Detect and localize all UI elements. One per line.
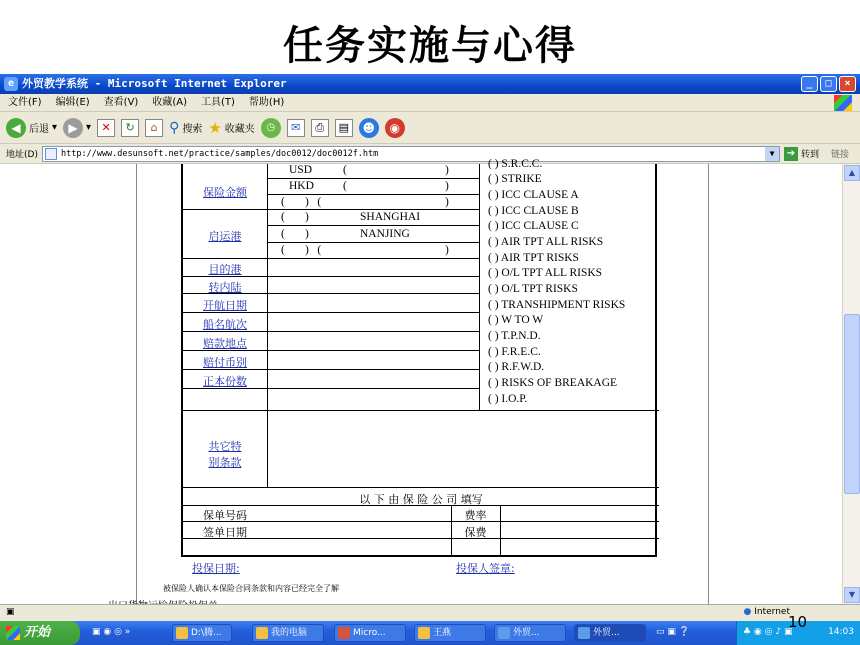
- links-button[interactable]: 链接: [831, 150, 850, 160]
- status-bar: [0, 604, 860, 621]
- address-url: http://www.desunsoft.net/practice/samples/doc0012/doc0012f.htm: [61, 148, 379, 159]
- slide-number: 10: [788, 613, 808, 631]
- premium-label: 保费: [464, 526, 487, 539]
- sailing-date-label[interactable]: 开航日期: [203, 299, 247, 312]
- policy-no-label: 保单号码: [203, 509, 247, 522]
- taskbar-item-waimao-2[interactable]: 外贸...: [574, 624, 646, 642]
- vessel-voyage-label[interactable]: 船名航次: [203, 318, 247, 331]
- tray-icons[interactable]: ♣ ◉ ◎ ♪ ▣: [743, 627, 793, 637]
- option-tpnd[interactable]: ( ) T.P.N.D.: [488, 330, 541, 342]
- option-transhipment[interactable]: ( ) TRANSHIPMENT RISKS: [488, 299, 626, 311]
- vertical-scrollbar[interactable]: [842, 164, 860, 604]
- go-arrow-icon: ➔: [784, 147, 798, 161]
- destination-label[interactable]: 目的港: [208, 263, 242, 276]
- option-strike[interactable]: ( ) STRIKE: [488, 173, 542, 185]
- option-w-to-w[interactable]: ( ) W TO W: [488, 314, 544, 326]
- slide-title: 任务实施与心得: [283, 22, 577, 69]
- other-terms-label-line1[interactable]: 共它特: [208, 440, 242, 453]
- issue-date-label: 签单日期: [203, 526, 247, 539]
- scroll-down-icon[interactable]: ▼: [844, 587, 860, 603]
- page-content: [0, 158, 842, 604]
- computer-icon: [256, 627, 268, 639]
- taskbar-item-powerpoint[interactable]: Micro...: [334, 624, 406, 642]
- address-input[interactable]: [42, 146, 780, 162]
- claim-place-label[interactable]: 赔款地点: [203, 337, 247, 350]
- quick-launch-icons[interactable]: ▣ ◉ ◎ »: [92, 627, 131, 637]
- scroll-up-icon[interactable]: ▲: [844, 165, 860, 181]
- other-terms-label-line2[interactable]: 别条款: [208, 456, 242, 469]
- option-ol-risks[interactable]: ( ) O/L TPT RISKS: [488, 283, 578, 295]
- option-frec[interactable]: ( ) F.R.E.C.: [488, 346, 541, 358]
- chevron-down-icon[interactable]: ▼: [765, 147, 779, 161]
- option-air-all-risks[interactable]: ( ) AIR TPT ALL RISKS: [488, 236, 604, 248]
- windows-flag-icon: [6, 626, 20, 640]
- port-shanghai: SHANGHAI: [360, 211, 421, 223]
- powerpoint-icon: [338, 627, 350, 639]
- favorites-button[interactable]: ★ 收藏夹: [208, 118, 255, 137]
- edit-icon[interactable]: ▤: [335, 119, 353, 137]
- page-border-left: [136, 164, 137, 604]
- taskbar: [0, 621, 860, 645]
- insurance-form: USD ( ) HKD ( ) ( ) ( ) 保险金额 ( ) SHANGHAI ( ) NANJING ( ) ( ) 启运港 目的港 转内陆 开航日期 船名航次 赔款地点 赔付币别 正本份数 共它特 别条款 以 下 由 保 险 公 司 填写 保单号码 签单日期 费率 保费 ( ) S.R.C.C. ( ) STRIKE ( ) ICC CLAUSE A ( ) ICC CLAUSE B ( ) ICC CLAUSE C ( ) AIR TPT ALL RISKS ( ) AIR TPT RISKS ( ) O/L TPT ALL RISKS ( ) O/L TPT RISKS ( ) TRANSHIPMENT RISKS ( ) W TO W ( ) T.P.N.D. ( ) F.R.E.C. ( ) R.F.W.D. ( ) RISKS OF BREAKAGE ( ) I.O.P.: [181, 164, 657, 557]
- taskbar-item-folder[interactable]: D:\腾...: [172, 624, 232, 642]
- menu-file[interactable]: 文件(F): [8, 97, 42, 108]
- option-ol-all-risks[interactable]: ( ) O/L TPT ALL RISKS: [488, 267, 603, 279]
- page-icon: [45, 148, 57, 160]
- apply-date-label[interactable]: 投保日期:: [192, 562, 240, 575]
- option-iop[interactable]: ( ) I.O.P.: [488, 393, 528, 405]
- minimize-button[interactable]: _: [801, 76, 818, 92]
- close-button[interactable]: ×: [839, 76, 856, 92]
- search-icon: ⚲: [169, 119, 180, 136]
- option-breakage[interactable]: ( ) RISKS OF BREAKAGE: [488, 377, 618, 389]
- declaration-text: 被保险人确认本保险合同条款和内容已经完全了解: [163, 584, 339, 593]
- taskbar-item-my-computer[interactable]: 我的电脑: [252, 624, 324, 642]
- window-titlebar[interactable]: [0, 74, 860, 94]
- option-rfwd[interactable]: ( ) R.F.W.D.: [488, 361, 545, 373]
- taskbar-item-wangyan[interactable]: 王燕: [414, 624, 486, 642]
- folder-icon: [176, 627, 188, 639]
- windows-logo-icon: [834, 95, 852, 111]
- status-page-icon: ▣: [6, 607, 15, 617]
- claim-currency-label[interactable]: 赔付币别: [203, 356, 247, 369]
- address-label: 地址(D): [6, 150, 38, 160]
- option-air-risks[interactable]: ( ) AIR TPT RISKS: [488, 252, 579, 264]
- ie-window: [0, 74, 860, 645]
- option-icc-a[interactable]: ( ) ICC CLAUSE A: [488, 189, 579, 201]
- option-icc-b[interactable]: ( ) ICC CLAUSE B: [488, 205, 579, 217]
- print-icon[interactable]: ⎙: [311, 119, 329, 137]
- rate-label: 费率: [464, 509, 487, 522]
- currency-hkd: HKD: [289, 180, 314, 192]
- forward-button[interactable]: ▶ ▾: [63, 118, 91, 138]
- back-button[interactable]: ◀ 后退 ▾: [6, 118, 57, 138]
- maximize-button[interactable]: □: [820, 76, 837, 92]
- status-zone: ● Internet: [743, 607, 790, 617]
- page-border-right: [708, 164, 709, 604]
- window-title: 外贸教学系统 - Microsoft Internet Explorer: [22, 77, 287, 90]
- search-button[interactable]: ⚲ 搜索: [169, 119, 203, 136]
- address-bar: [0, 144, 860, 164]
- clock: 14:03: [828, 627, 854, 637]
- insured-amount-label[interactable]: 保险金额: [203, 186, 247, 199]
- menu-help[interactable]: 帮助(H): [248, 97, 285, 108]
- applicant-sign-label[interactable]: 投保人签章:: [456, 562, 515, 575]
- port-from-label[interactable]: 启运港: [208, 230, 242, 243]
- back-arrow-icon: ◀: [6, 118, 26, 138]
- stop-icon[interactable]: ✕: [97, 119, 115, 137]
- language-bar-icons[interactable]: ▭ ▣ ❔: [656, 627, 690, 637]
- menu-tools[interactable]: 工具(T): [201, 97, 235, 108]
- insurer-fill-note: 以 下 由 保 险 公 司 填写: [359, 493, 483, 506]
- toolbar: [0, 112, 860, 144]
- home-icon[interactable]: ⌂: [145, 119, 163, 137]
- menu-edit[interactable]: 编辑(E): [55, 97, 90, 108]
- globe-icon: ●: [743, 607, 752, 617]
- forward-arrow-icon: ▶: [63, 118, 83, 138]
- menu-bar: [0, 94, 860, 112]
- ie-icon: e: [4, 77, 18, 91]
- taskbar-item-waimao-1[interactable]: 外贸...: [494, 624, 566, 642]
- scroll-thumb[interactable]: [844, 314, 860, 494]
- originals-count-label[interactable]: 正本份数: [203, 375, 247, 388]
- currency-usd: USD: [289, 164, 313, 176]
- port-nanjing: NANJING: [360, 228, 410, 240]
- option-srcc[interactable]: ( ) S.R.C.C.: [488, 158, 543, 170]
- messenger-icon[interactable]: ☻: [359, 118, 379, 138]
- history-icon[interactable]: ◷: [261, 118, 281, 138]
- menu-favorites[interactable]: 收藏(A): [152, 97, 187, 108]
- refresh-icon[interactable]: ↻: [121, 119, 139, 137]
- star-icon: ★: [208, 118, 222, 137]
- start-button[interactable]: 开始: [0, 621, 80, 645]
- go-button[interactable]: ➔ 转到: [784, 147, 819, 161]
- media-icon[interactable]: ◉: [385, 118, 405, 138]
- ie-icon: [498, 627, 510, 639]
- inland-transfer-label[interactable]: 转内陆: [208, 281, 242, 294]
- ie-icon: [578, 627, 590, 639]
- folder-icon: [418, 627, 430, 639]
- option-icc-c[interactable]: ( ) ICC CLAUSE C: [488, 220, 579, 232]
- menu-view[interactable]: 查看(V): [103, 97, 139, 108]
- mail-icon[interactable]: ✉: [287, 119, 305, 137]
